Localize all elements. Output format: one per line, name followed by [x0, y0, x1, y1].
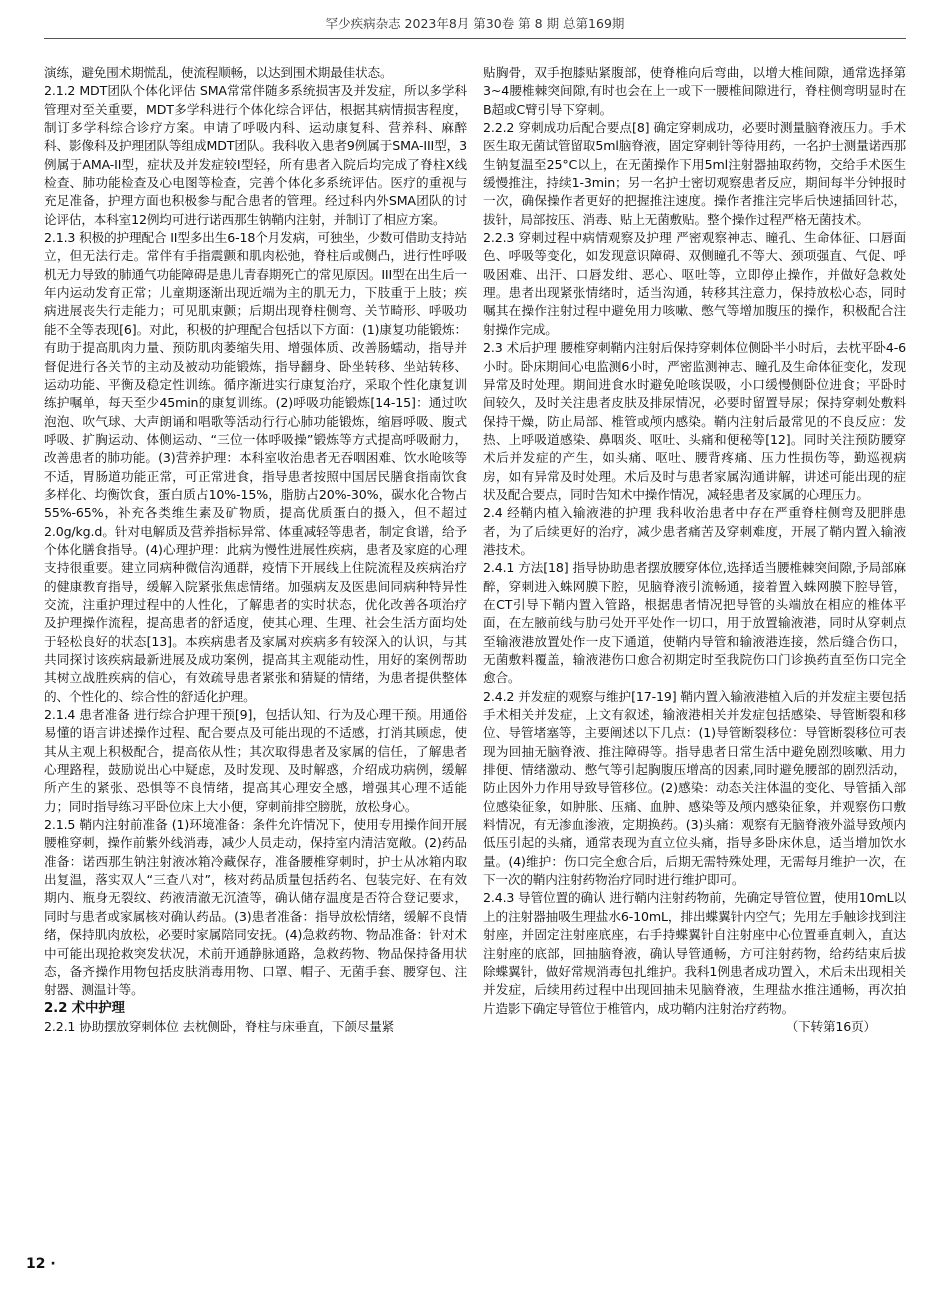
paragraph: 2.3 术后护理 腰椎穿刺鞘内注射后保持穿刺体位侧卧半小时后，去枕平卧4-6小时。卧床期间心电监测6小时，严密监测神志、瞳孔及生命体征变化，发现异常及时处理。期间进食水时避免呛咳误吸，小口缓慢侧卧位进食；平卧时间较久，及时关注患者皮肤及排尿情况，必要时留置导尿；保持穿刺处敷料保持干燥，防止局部、椎管或颅内感染。鞘内注射后最常见的不良反应：发热、上呼吸道感染、鼻咽炎、呕吐、头痛和便秘等[12]。同时关注预防腰穿术后并发症的产生，如头痛、呕吐、腰背疼痛、压力性损伤等，勤巡视病房，如有异常及时处理。术后及时与患者家属沟通讲解，讲述可能出现的症状及配合要点，同时告知术中操作情况，减轻患者及家属的心理压力。	[483, 340, 906, 502]
paragraph: 2.4 经鞘内植入输液港的护理 我科收治患者中存在严重脊柱侧弯及肥胖患者，为了后续更好的治疗，减少患者痛苦及穿刺难度，开展了鞘内置入输液港技术。	[483, 505, 906, 557]
paragraph: 贴胸骨，双手抱膝贴紧腹部，使脊椎向后弯曲，以增大椎间隙，通常选择第3~4腰椎棘突间隙,有时也会在上一或下一腰椎间隙进行，脊柱侧弯明显时在B超或C臂引导下穿刺。	[483, 65, 906, 117]
paragraph: 2.2.3 穿刺过程中病情观察及护理 严密观察神志、瞳孔、生命体征、口唇面色、呼吸等变化，如发现意识障碍、双侧瞳孔不等大、颈项强直、气促、呼吸困难、出汗、口唇发绀、恶心、呕吐等，立即停止操作，并做好急救处理。患者出现紧张情绪时，适当沟通，转移其注意力，保持放松心态，同时嘱其在操作注射过程中避免用力咳嗽、憋气等增加腹压的操作，积极配合注射操作完成。	[483, 230, 906, 337]
paragraph: 2.1.3 积极的护理配合 II型多出生6-18个月发病，可独坐，少数可借助支持站立，但无法行走。常伴有手指震颤和肌肉松弛，脊柱后或侧凸，进行性呼吸机无力导致的肺通气功能障碍是患儿青春期死亡的常见原因。III型在出生后一年内运动发育正常；儿童期逐渐出现近端为主的肌无力，下肢重于上肢；疾病进展丧失行走能力；可见肌束颤；后期出现脊柱侧弯、关节畸形、呼吸功能不全等表现[6]。对此，积极的护理配合包括以下方面：(1)康复功能锻炼：有助于提高肌肉力量、预防肌肉萎缩失用、增强体质、改善肠蠕动，指导并督促进行各关节的主动及被动功能锻炼，指导翻身、卧坐转移、坐站转移、运动功能、平衡及稳定性训练。循序渐进实行康复治疗，采取个性化康复训练护嘱单，每天至少45min的康复训练。(2)呼吸功能锻炼[14-15]：通过吹泡泡、吹气球、大声朗诵和唱歌等活动行行心肺功能锻炼，缩唇呼吸、腹式呼吸、扩胸运动、体侧运动、“三位一体呼吸操”锻炼等方式提高呼吸耐力，改善患者的肺功能。(3)营养护理：本科室收治患者无吞咽困难、饮水呛咳等不适，胃肠道功能正常，可正常进食，指导患者按照中国居民膳食指南饮食多样化、均衡饮食，蛋白质占10%-15%，脂肪占20%-30%，碳水化合物占55%-65%，补充各类维生素及矿物质，提高优质蛋白的摄入，但不超过2.0g/kg.d。针对电解质及营养指标异常、体重减轻等患者，制定食谱，给予个体化膳食指导。(4)心理护理：此病为慢性进展性疾病，患者及家庭的心理支持很重要。建立同病种微信沟通群，疫情下开展线上住院流程及疾病治疗的健康教育指导，缓解入院紧张焦虑情绪。加强病友及医患间同病种特异性交流，注重护理过程中的人性化，了解患者的实时状态，优化改善各项治疗及护理操作流程，提高患者的舒适度，使其心理、生理、社会生活方面均处于轻松良好的状态[13]。本疾病患者及家属对疾病多有较深入的认识，与其共同探讨该疾病最新进展及成功案例，提高其主观能动性，用好的案例帮助其树立战胜疾病的信心，有效疏导患者紧张和猜疑的情绪，为患者提供整体的、个性化的、综合性的舒适化护理。	[44, 230, 467, 704]
paragraph: 2.1.5 鞘内注射前准备 (1)环境准备：条件允许情况下，使用专用操作间开展腰椎穿刺，操作前紫外线消毒，减少人员走动，保持室内清洁宽敞。(2)药品准备：诺西那生钠注射液冰箱冷藏保存，准备腰椎穿刺时，护士从冰箱内取出复温，落实双人“三查八对”，核对药品质量包括药名、包装完好、在有效期内、瓶身无裂纹、药液清澈无沉渣等，确认储存温度是否符合登记要求，同时与患者或家属核对确认药品。(3)患者准备：指导放松情绪，缓解不良情绪，保持肌肉放松，必要时家属陪同安抚。(4)急救药物、物品准备：针对术中可能出现抢救突发状况，术前开通静脉通路，急救药物、物品保持备用状态，备齐操作用物包括皮肤消毒用物、口罩、帽子、无菌手套、腰穿包、注射器、测温计等。	[44, 817, 467, 998]
paragraph: 2.4.1 方法[18] 指导协助患者摆放腰穿体位,选择适当腰椎棘突间隙,予局部麻醉，穿刺进入蛛网膜下腔，见脑脊液引流畅通，接着置入蛛网膜下腔导管，在CT引导下鞘内置入管路，根据患者情况把导管的头端放在相应的椎体平面，在左腋前线与肋弓处开平处作一切口，用于放置输液港，同时从穿刺点至输液港放置处作一皮下通道，使鞘内导管和输液港连接，然后缝合伤口，无菌敷料覆盖，输液港伤口愈合初期定时至我院伤口门诊换药直至伤口完全愈合。	[483, 560, 906, 686]
section-heading: 2.2 术中护理	[44, 1000, 125, 1016]
paragraph: 2.1.4 患者准备 进行综合护理干预[9]，包括认知、行为及心理干预。用通俗易懂的语言讲述操作过程、配合要点及可能出现的不适感，打消其顾虑，使其从主观上积极配合，提高依从性；其次取得患者及家属的信任，了解患者心理路程，鼓励说出心中疑虑，及时发现、及时解惑，介绍成功病例，缓解所产生的紧张、恐惧等不良情绪，提高其心理安全感，增强其心理不适能力；同时指导练习平卧位床上大小便，穿刺前排空膀胱，放松身心。	[44, 707, 467, 814]
right-column	[483, 64, 906, 1036]
continued-note: （下转第16页）	[785, 1018, 876, 1034]
paragraph: 2.2.2 穿刺成功后配合要点[8] 确定穿刺成功，必要时测量脑脊液压力。手术医生取无菌试管留取5ml脑脊液，固定穿刺针等待用药，一名护士测量诺西那生钠复温至25°C以上，在无菌操作下用5ml注射器抽取药物，交给手术医生缓慢推注，持续1-3min；另一名护士密切观察患者反应，期间每半分钟报时一次，确保操作者更好的把握推注速度。操作者推注完毕后快速插回针芯，拔针，局部按压、消毒、贴上无菌敷贴。整个操作过程严格无菌技术。	[483, 120, 906, 227]
paragraph: 演练，避免围术期慌乱，使流程顺畅，以达到围术期最佳状态。	[44, 65, 393, 80]
paragraph: 2.1.2 MDT团队个体化评估 SMA常常伴随多系统损害及并发症，所以多学科管理对至关重要，MDT多学科进行个体化综合评估，根据其病情损害程度，制订多学科综合诊疗方案。申请了呼吸内科、运动康复科、营养科、麻醉科、影像科及护理团队等组成MDT团队。我科收入患者9例属于SMA-III型，3例属于AMA-II型，症状及并发症较I型轻，所有患者入院后均完成了脊柱X线检查、肺功能检查及心电图等检查，完善个体化多系统评估。医疗的重视与充足准备，护理方面也积极参与配合患者的管理。经过科内外SMA团队的讨论评估，本科室12例均可进行诺西那生钠鞘内注射，并制订了相应方案。	[44, 83, 467, 227]
paragraph: 2.4.3 导管位置的确认 进行鞘内注射药物前，先确定导管位置，使用10mL以上的注射器抽吸生理盐水6-10mL，排出蝶翼针内空气；先用左手触诊找到注射座，并固定注射座底座，右手持蝶翼针自注射座中心位置垂直刺入，直达注射座的底部，回抽脑脊液，确认导管通畅，方可注射药物，给药结束后拔除蝶翼针，做好常规消毒包扎维护。我科1例患者成功置入，术后未出现相关并发症，后续用药过程中出现回抽未见脑脊液，生理盐水推注通畅，再次拍片造影下确定导管位于椎管内，成功鞘内注射治疗药物。	[483, 890, 906, 1016]
paragraph: 2.2.1 协助摆放穿刺体位 去枕侧卧，脊柱与床垂直，下颌尽量紧	[44, 1018, 395, 1034]
paragraph: 2.4.2 并发症的观察与维护[17-19] 鞘内置入输液港植入后的并发症主要包括手术相关并发症，上文有叙述，输液港相关并发症包括感染、导管断裂和移位、导管堵塞等，主要阐述以下几点：(1)导管断裂移位：导管断裂移位可表现为回抽无脑脊液、推注障碍等。指导患者日常生活中避免剧烈咳嗽、用力排便、情绪激动、憋气等引起胸腹压增高的因素,同时避免腰部的剧烈活动，防止因外力作用导致导管移位。(2)感染：动态关注体温的变化、导管插入部位感染征象，如肿胀、压痛、血肿、感染等及颅内感染征象，并观察伤口敷料情况，有无渗血渗液，定期换药。(3)头痛：观察有无脑脊液外溢导致颅内低压引起的头痛，通常表现为直立位头痛，指导多卧床休息，适当增加饮水量。(4)维护：伤口完全愈合后，后期无需特殊处理，无需每月维护一次，在下一次的鞘内注射药物治疗同时进行维护即可。	[483, 688, 906, 888]
left-column	[44, 64, 467, 1036]
journal-header: 罕少疾病杂志 2023年8月 第30卷 第 8 期 总第169期	[325, 16, 625, 31]
header-rule	[44, 38, 906, 39]
page-number: 12 ·	[26, 1256, 56, 1272]
